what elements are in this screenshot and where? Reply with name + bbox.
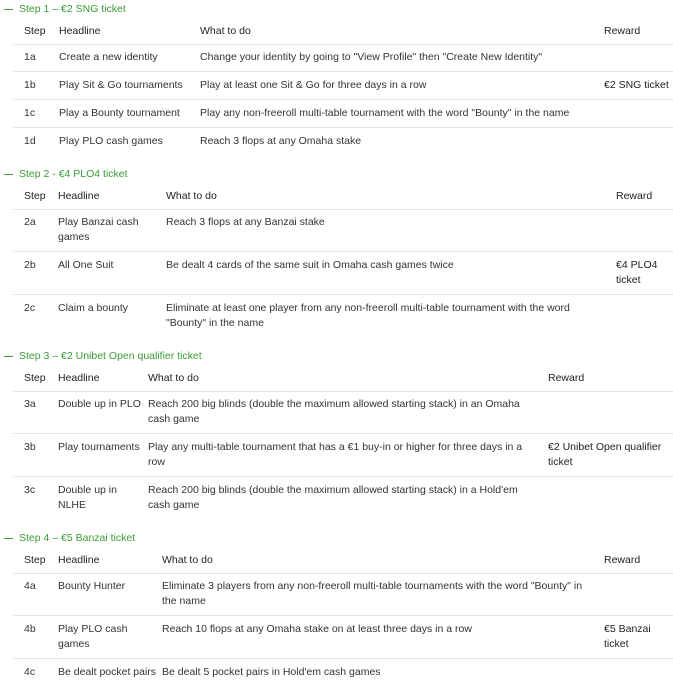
step-cell: 3c [24,484,36,496]
reward-cell: €2 Unibet Open qualifier ticket [548,441,662,468]
column-header-what: What to do [162,554,213,566]
step-cell: 1b [24,79,36,91]
step-title-text: Step 4 – €5 Banzai ticket [19,532,136,544]
what-to-do-cell: Reach 200 big blinds (double the maximum allowed starting stack) in an Omaha cash game [148,398,520,425]
title-dash [4,538,13,539]
what-to-do-cell: Reach 200 big blinds (double the maximum allowed starting stack) in a Hold'em cash game [148,484,518,511]
column-header-what: What to do [166,190,217,202]
column-header-reward: Reward [548,372,585,384]
column-header-headline: Headline [59,25,101,37]
what-to-do-cell: Reach 3 flops at any Banzai stake [166,216,325,228]
step-cell: 2a [24,216,36,228]
step-section-title [4,350,202,362]
row-divider [13,658,673,659]
reward-cell: €2 SNG ticket [604,79,669,91]
step-section-title [4,168,128,180]
what-to-do-cell: Reach 10 flops at any Omaha stake on at least three days in a row [162,623,472,635]
step-title-text: Step 3 – €2 Unibet Open qualifier ticket [19,350,202,362]
headline-cell: Play PLO cash games [59,135,163,147]
what-to-do-cell: Eliminate at least one player from any non-freeroll multi-table tournament with the word "Bounty" in the name [166,302,570,329]
what-to-do-cell: Play any non-freeroll multi-table tournament with the word "Bounty" in the name [200,107,570,119]
row-divider [13,476,673,477]
headline-cell: Create a new identity [59,51,158,63]
row-divider [13,99,673,100]
header-divider [13,44,673,45]
title-dash [4,9,13,10]
step-title-text: Step 1 – €2 SNG ticket [19,3,126,15]
headline-cell: Play tournaments [58,441,140,453]
step-section-title [4,532,135,544]
column-header-reward: Reward [616,190,653,202]
column-header-step: Step [24,554,46,566]
what-to-do-cell: Be dealt 4 cards of the same suit in Omaha cash games twice [166,259,454,271]
step-cell: 1a [24,51,36,63]
headline-cell: Double up in PLO [58,398,141,410]
headline-cell: Play Sit & Go tournaments [59,79,183,91]
step-cell: 1c [24,107,36,119]
what-to-do-cell: Reach 3 flops at any Omaha stake [200,135,362,147]
headline-cell: Claim a bounty [58,302,129,314]
step-cell: 3b [24,441,36,453]
what-to-do-cell: Be dealt 5 pocket pairs in Hold'em cash games [162,666,381,678]
header-divider [13,209,673,210]
headline-cell: Bounty Hunter [58,580,126,592]
column-header-reward: Reward [604,554,641,566]
header-divider [13,391,673,392]
what-to-do-cell: Change your identity by going to "View Profile" then "Create New Identity" [200,51,543,63]
row-divider [13,71,673,72]
step-cell: 4c [24,666,36,678]
what-to-do-cell: Play any multi-table tournament that has a €1 buy-in or higher for three days in a row [148,441,523,468]
column-header-headline: Headline [58,372,100,384]
reward-cell: €4 PLO4 ticket [616,259,658,286]
headline-cell: Play Banzai cash games [58,216,139,243]
column-header-step: Step [24,190,46,202]
row-divider [13,615,673,616]
what-to-do-cell: Eliminate 3 players from any non-freeroll multi-table tournaments with the word "Bounty" in the name [162,580,583,607]
headline-cell: All One Suit [58,259,114,271]
step-cell: 4a [24,580,36,592]
column-header-step: Step [24,25,46,37]
reward-cell: €5 Banzai ticket [604,623,651,650]
step-cell: 2b [24,259,36,271]
column-header-reward: Reward [604,25,641,37]
headline-cell: Play PLO cash games [58,623,128,650]
step-cell: 2c [24,302,36,314]
title-dash [4,174,13,175]
what-to-do-cell: Play at least one Sit & Go for three days in a row [200,79,427,91]
headline-cell: Be dealt pocket pairs [58,666,157,678]
step-section-title [4,3,126,15]
row-divider [13,294,673,295]
step-cell: 1d [24,135,36,147]
column-header-what: What to do [200,25,251,37]
row-divider [13,127,673,128]
headline-cell: Play a Bounty tournament [59,107,180,119]
column-header-what: What to do [148,372,199,384]
step-cell: 4b [24,623,36,635]
step-cell: 3a [24,398,36,410]
step-title-text: Step 2 - €4 PLO4 ticket [19,168,128,180]
row-divider [13,251,673,252]
column-header-headline: Headline [58,190,100,202]
headline-cell: Double up in NLHE [58,484,117,511]
title-dash [4,356,13,357]
column-header-step: Step [24,372,46,384]
row-divider [13,433,673,434]
column-header-headline: Headline [58,554,100,566]
header-divider [13,573,673,574]
